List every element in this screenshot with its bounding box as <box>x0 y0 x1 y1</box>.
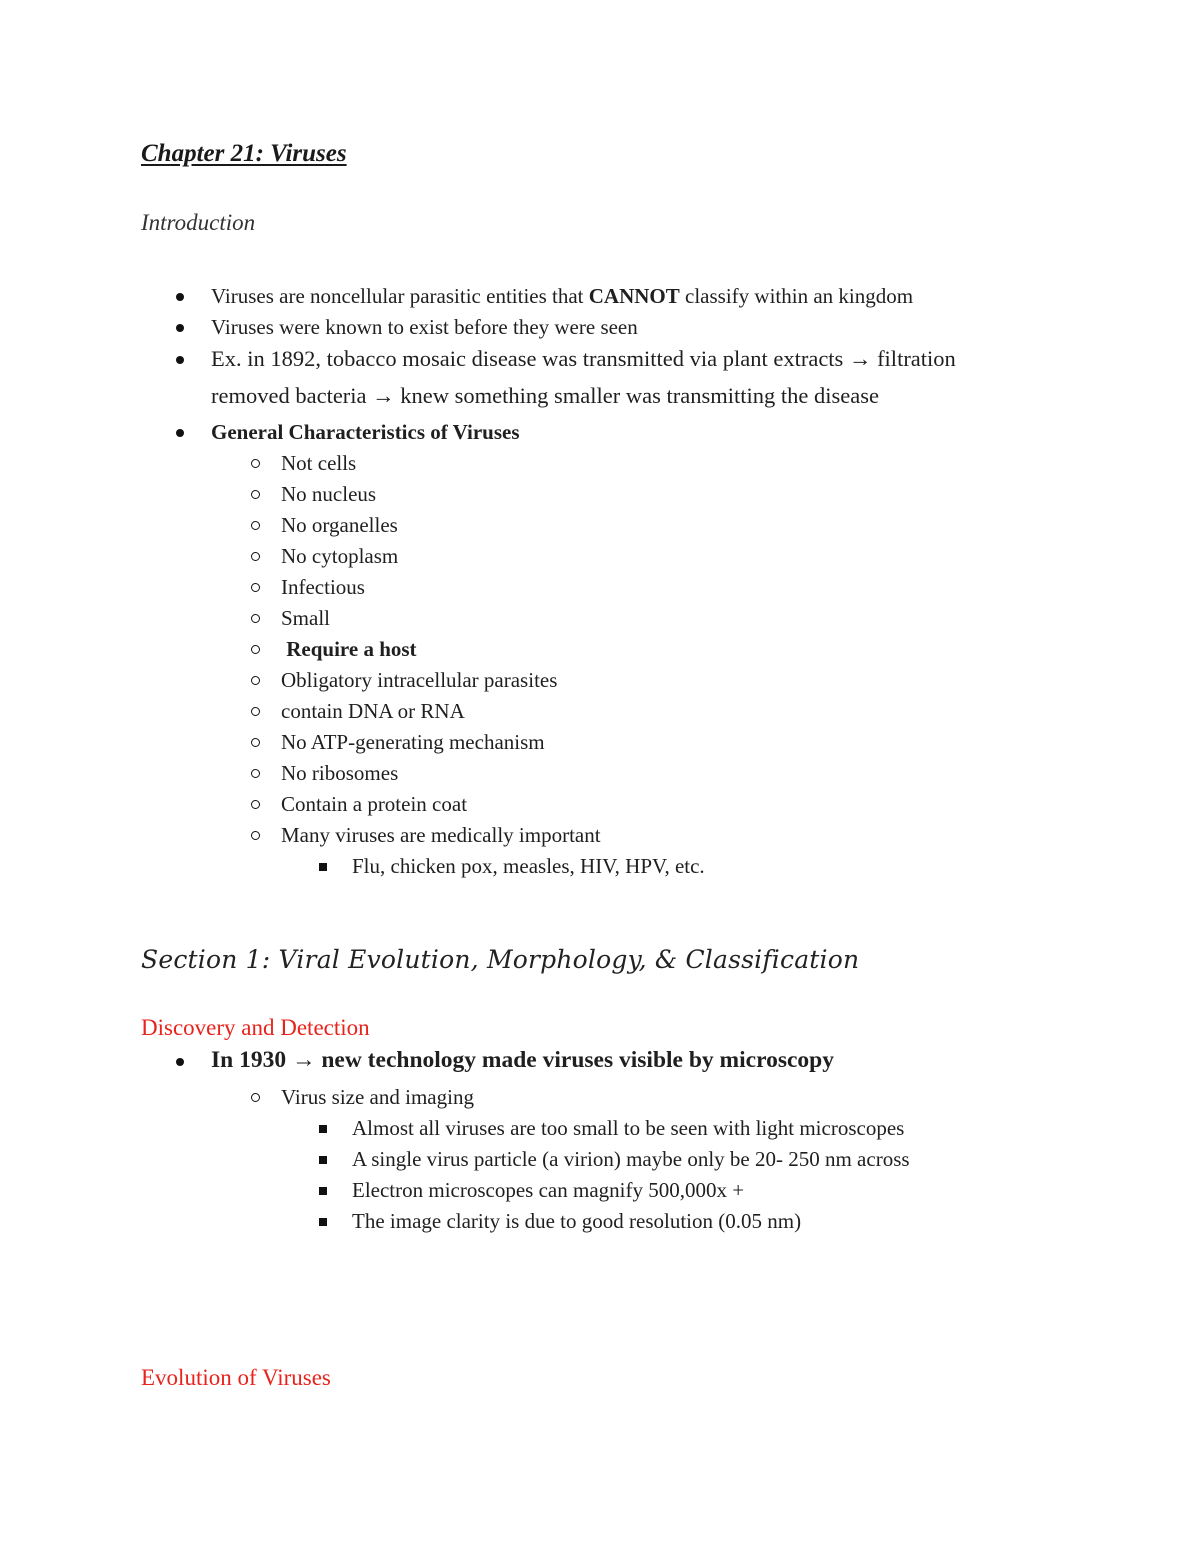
list-item <box>352 1211 801 1232</box>
list-item <box>211 422 520 443</box>
list-item <box>211 317 638 338</box>
list-item-text: Not cells <box>281 451 357 475</box>
bullet-square-icon <box>319 1218 327 1226</box>
list-item-text: In 1930 → new technology made viruses visible by microscopy <box>211 1047 834 1073</box>
bullet-circle-icon <box>251 521 260 530</box>
list-item <box>281 825 601 846</box>
list-item <box>281 794 467 815</box>
evolution-heading: Evolution of Viruses <box>141 1365 331 1390</box>
bullet-square-icon <box>319 1156 327 1164</box>
list-item <box>281 732 545 753</box>
list-item <box>281 608 330 629</box>
list-item <box>281 577 365 598</box>
list-item-text: Electron microscopes can magnify 500,000x + <box>352 1178 745 1202</box>
list-item-bold: CANNOT <box>588 284 680 308</box>
chapter-title: Chapter 21: Viruses <box>141 140 347 167</box>
list-item <box>211 1049 834 1073</box>
list-item <box>281 639 417 660</box>
list-item-text: Almost all viruses are too small to be seen with light microscopes <box>352 1116 905 1140</box>
list-item-continuation <box>211 385 879 408</box>
bullet-circle-icon <box>251 831 260 840</box>
list-item-text: Virus size and imaging <box>281 1085 474 1109</box>
list-item-text: Infectious <box>281 575 365 599</box>
list-item-bold: Require a host <box>281 637 417 661</box>
list-item-bold: General Characteristics of Viruses <box>211 420 520 444</box>
list-item <box>211 348 956 371</box>
list-item <box>281 484 376 505</box>
list-item <box>281 763 398 784</box>
discovery-heading: Discovery and Detection <box>141 1015 370 1040</box>
list-item-text: Many viruses are medically important <box>281 823 601 847</box>
list-item <box>352 1149 910 1170</box>
bullet-disc-icon <box>176 429 184 437</box>
bullet-circle-icon <box>251 490 260 499</box>
list-item-text: No ribosomes <box>281 761 399 785</box>
bullet-circle-icon <box>251 645 260 654</box>
list-item <box>281 670 557 691</box>
bullet-circle-icon <box>251 1093 260 1102</box>
bullet-circle-icon <box>251 676 260 685</box>
list-item-text: Small <box>281 606 331 630</box>
list-item-text: classify within an kingdom <box>679 284 914 308</box>
list-item-text: No nucleus <box>281 482 377 506</box>
list-item <box>211 286 913 307</box>
list-item-text: No cytoplasm <box>281 544 399 568</box>
bullet-circle-icon <box>251 459 260 468</box>
bullet-circle-icon <box>251 800 260 809</box>
list-item-text: No ATP-generating mechanism <box>281 730 545 754</box>
list-item-text: Viruses are noncellular parasitic entities that <box>211 284 589 308</box>
list-item <box>352 1180 744 1201</box>
list-item-text: Viruses were known to exist before they were seen <box>211 315 638 339</box>
bullet-disc-icon <box>176 293 184 301</box>
list-item <box>281 1087 474 1108</box>
list-item <box>281 701 465 722</box>
list-item-text: Ex. in 1892, tobacco mosaic disease was transmitted via plant extracts → filtration <box>211 346 956 371</box>
bullet-square-icon <box>319 1125 327 1133</box>
list-item <box>352 856 705 877</box>
list-item-text: Obligatory intracellular parasites <box>281 668 558 692</box>
list-item <box>281 453 356 474</box>
bullet-circle-icon <box>251 583 260 592</box>
bullet-circle-icon <box>251 769 260 778</box>
list-item <box>281 515 398 536</box>
list-item <box>352 1118 904 1139</box>
bullet-square-icon <box>319 1187 327 1195</box>
list-item-text: A single virus particle (a virion) maybe only be 20- 250 nm across <box>352 1147 910 1171</box>
bullet-square-icon <box>319 863 327 871</box>
list-item-text: removed bacteria → knew something smaller was transmitting the disease <box>211 383 879 408</box>
list-item-text: The image clarity is due to good resolution (0.05 nm) <box>352 1209 802 1233</box>
bullet-disc-icon <box>176 356 184 364</box>
list-item-text: contain DNA or RNA <box>281 699 465 723</box>
introduction-heading: Introduction <box>141 210 256 235</box>
list-item <box>281 546 398 567</box>
list-item-text: No organelles <box>281 513 398 537</box>
bullet-circle-icon <box>251 614 260 623</box>
bullet-circle-icon <box>251 738 260 747</box>
section-heading: Section 1: Viral Evolution, Morphology, & Classification <box>141 945 860 974</box>
list-item-text: Flu, chicken pox, measles, HIV, HPV, etc. <box>352 854 705 878</box>
bullet-disc-icon <box>176 1058 184 1066</box>
bullet-circle-icon <box>251 552 260 561</box>
list-item-text: Contain a protein coat <box>281 792 468 816</box>
bullet-circle-icon <box>251 707 260 716</box>
bullet-disc-icon <box>176 324 184 332</box>
